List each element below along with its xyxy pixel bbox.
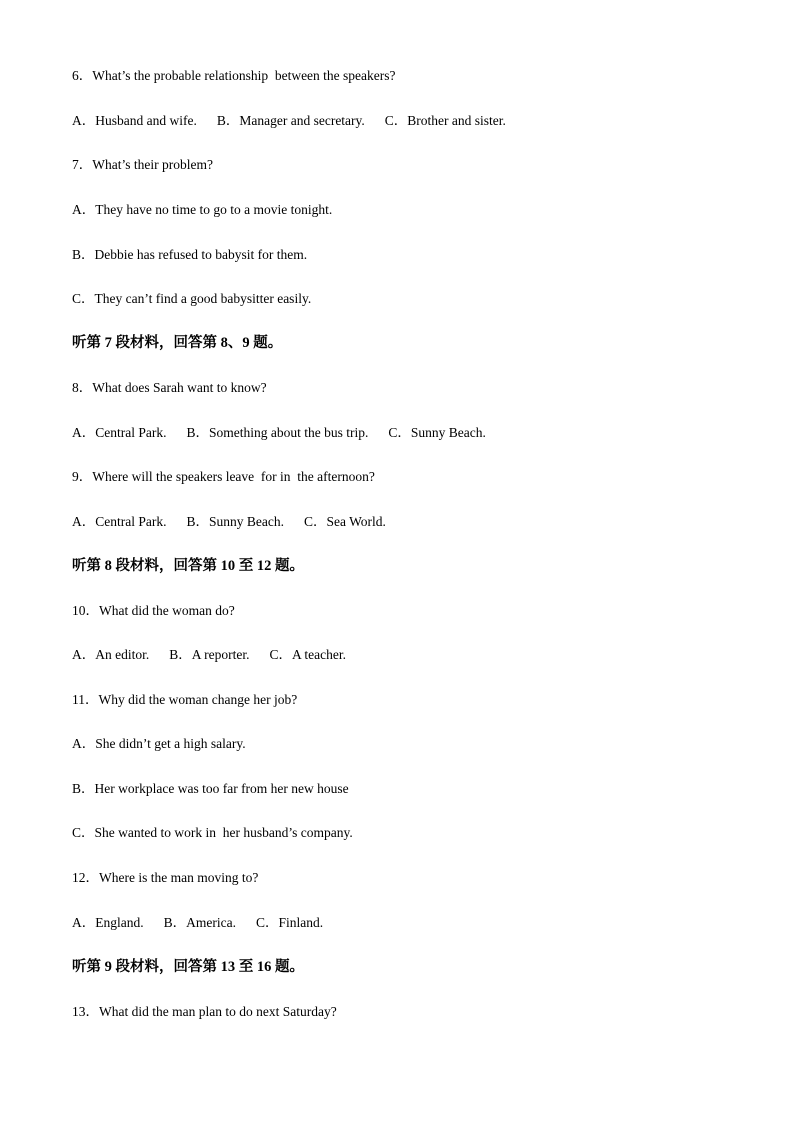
option-c: C．Sea World. [303, 514, 386, 529]
section-heading-8: 听第 8 段材料，回答第 10 至 12 题。 [72, 558, 304, 574]
option-b: B．A reporter. [169, 647, 250, 662]
question-7: 7．What’s their problem? [72, 157, 213, 172]
option-b: B．Manager and secretary. [216, 113, 365, 128]
question-11-option-b: B．Her workplace was too far from her new house [72, 781, 349, 796]
question-6: 6．What’s the probable relationship between the speakers? [72, 68, 396, 83]
question-12: 12．Where is the man moving to? [72, 870, 259, 885]
option-a: A．England. [72, 915, 144, 930]
option-a: A．Central Park. [72, 425, 167, 440]
option-c: C．Brother and sister. [384, 113, 506, 128]
option-a: A．Central Park. [72, 514, 167, 529]
option-c: C．Finland. [255, 915, 324, 930]
option-b: B．America. [163, 915, 236, 930]
question-7-option-a: A．They have no time to go to a movie tonight. [72, 202, 333, 217]
question-11-option-a: A．She didn’t get a high salary. [72, 736, 246, 751]
question-11: 11．Why did the woman change her job? [72, 692, 298, 707]
question-8-options [72, 424, 486, 442]
question-8: 8．What does Sarah want to know? [72, 380, 267, 395]
question-13: 13．What did the man plan to do next Saturday? [72, 1004, 337, 1019]
question-6-options [72, 112, 506, 130]
question-9-options [72, 513, 386, 531]
option-c: C．A teacher. [269, 647, 346, 662]
option-b: B．Something about the bus trip. [186, 425, 369, 440]
question-9: 9．Where will the speakers leave for in the afternoon? [72, 469, 375, 484]
question-10-options [72, 646, 346, 664]
question-12-options [72, 914, 323, 932]
section-heading-9: 听第 9 段材料，回答第 13 至 16 题。 [72, 959, 304, 975]
option-c: C．Sunny Beach. [388, 425, 486, 440]
option-b: B．Sunny Beach. [186, 514, 284, 529]
question-7-option-c: C．They can’t find a good babysitter easily. [72, 291, 312, 306]
question-11-option-c: C．She wanted to work in her husband’s company. [72, 825, 353, 840]
option-a: A．Husband and wife. [72, 113, 197, 128]
question-10: 10．What did the woman do? [72, 603, 235, 618]
section-heading-7: 听第 7 段材料，回答第 8、9 题。 [72, 335, 283, 351]
option-a: A．An editor. [72, 647, 150, 662]
question-7-option-b: B．Debbie has refused to babysit for them. [72, 247, 308, 262]
